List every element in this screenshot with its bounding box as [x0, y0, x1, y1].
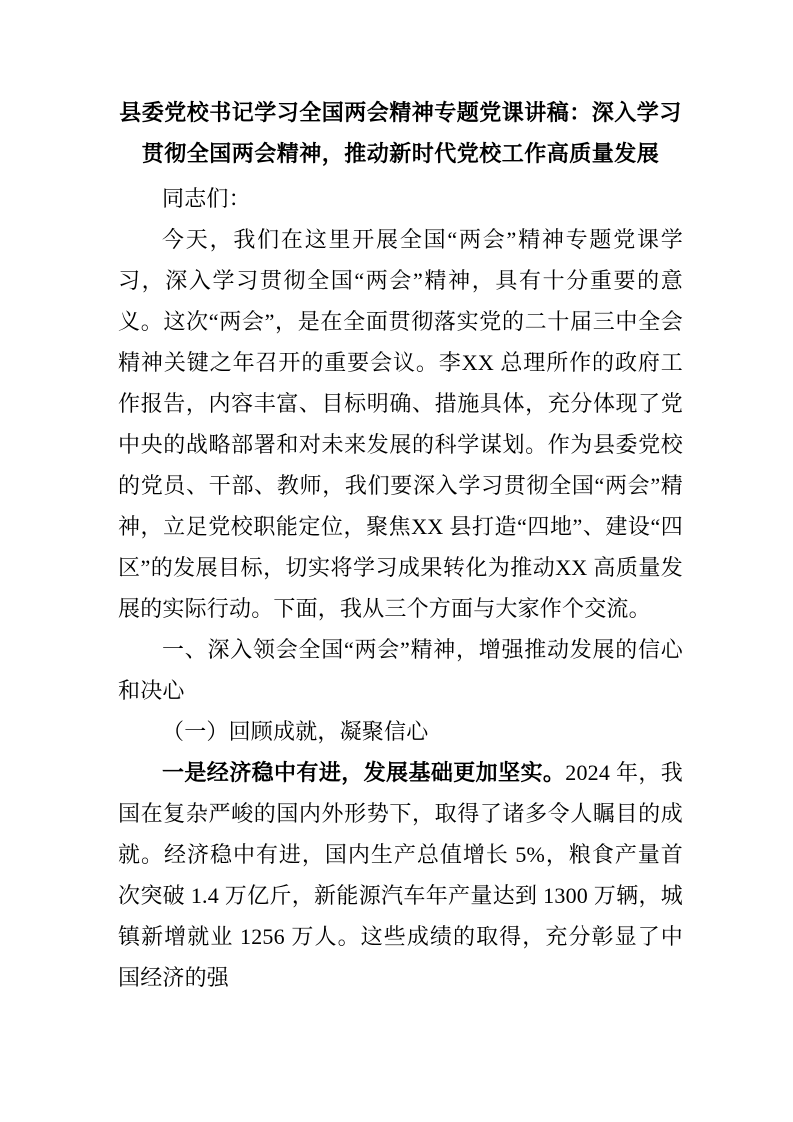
point-paragraph	[118, 752, 683, 998]
section-heading: 一、深入领会全国“两会”精神，增强推动发展的信心和决心	[118, 637, 683, 703]
intro-paragraph: 今天，我们在这里开展全国“两会”精神专题党课学习，深入学习贯彻全国“两会”精神，具有十分重要的意义。这次“两会”，是在全面贯彻落实党的二十届三中全会精神关键之年召开的重要会议。李XX 总理所作的政府工作报告，内容丰富、目标明确、措施具体，充分体现了党中央的战略部署和对未来发展的科学谋划。作为县委党校的党员、干部、教师，我们要深入学习贯彻全国“两会”精神，立足党校职能定位，聚焦XX 县打造“四地”、建设“四区”的发展目标，切实将学习成果转化为推动XX 高质量发展的实际行动。下面，我从三个方面与大家作个交流。	[118, 227, 683, 621]
point-lead-sentence: 一是经济稳中有进，发展基础更加坚实。	[162, 760, 566, 785]
point-body-text: 2024 年，我国在复杂严峻的国内外形势下，取得了诸多令人瞩目的成就。经济稳中有进，国内生产总值增长 5%，粮食产量首次突破 1.4 万亿斤，新能源汽车年产量达到 1300 万辆，城镇新增就业 1256 万人。这些成绩的取得，充分彰显了中国经济的强	[118, 760, 683, 990]
subsection-heading: （一）回顾成就，凝聚信心	[162, 719, 429, 744]
salutation: 同志们：	[162, 186, 251, 211]
document-title: 县委党校书记学习全国两会精神专题党课讲稿：深入学习贯彻全国两会精神，推动新时代党校工作高质量发展	[119, 100, 682, 166]
